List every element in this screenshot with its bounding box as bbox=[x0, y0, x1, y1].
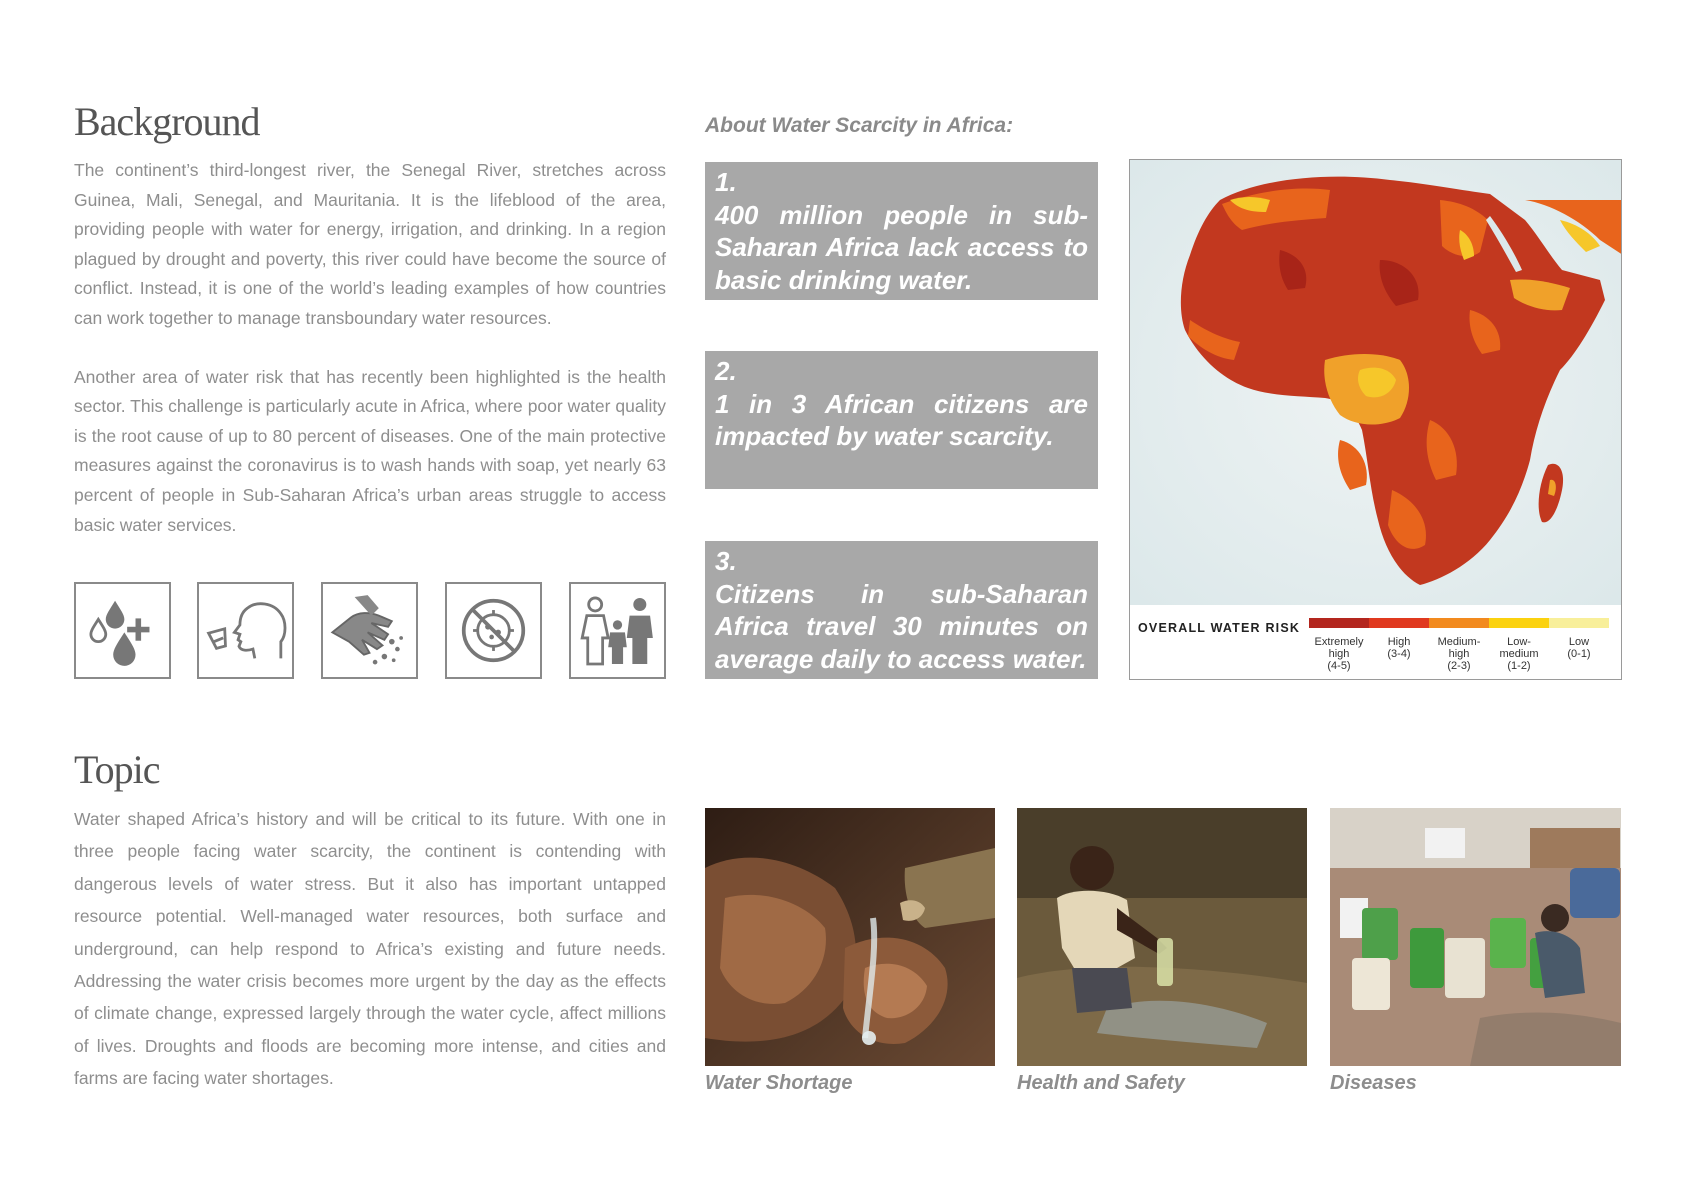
africa-map-image bbox=[1130, 160, 1622, 605]
fact-box-2 bbox=[705, 351, 1098, 489]
legend-label-high: High (3-4) bbox=[1387, 636, 1411, 660]
water-risk-map bbox=[1129, 159, 1622, 680]
caption-water-shortage: Water Shortage bbox=[705, 1072, 853, 1094]
background-text bbox=[74, 156, 666, 540]
legend-swatch-low bbox=[1549, 618, 1609, 628]
legend-label-low-medium: Low-medium (1-2) bbox=[1499, 636, 1539, 672]
legend-color-bar bbox=[1309, 618, 1609, 628]
legend-label-extremely-high: Extremely high (4-5) bbox=[1314, 636, 1364, 672]
caption-health-and-safety: Health and Safety bbox=[1017, 1072, 1185, 1094]
diseases-photo bbox=[1330, 808, 1621, 1066]
legend-swatch-medium-high bbox=[1429, 618, 1489, 628]
legend-label-medium-high: Medium-high (2-3) bbox=[1437, 636, 1481, 672]
topic-paragraph: Water shaped Africa’s history and will be critical to its future. With one in three people facing water scarcity, the continent is contending with dangerous levels of water stress. But it also has important untapped resource potential. Well-managed water resources, both surface and underground, can help respond to Africa’s existing and future needs. Addressing the water crisis becomes more urgent by the day as the effects of climate change, expressed largely through the water cycle, affect millions of lives. Droughts and floods are becoming more intense, and cities and farms are facing water shortages. bbox=[74, 809, 666, 1089]
caption-diseases: Diseases bbox=[1330, 1072, 1417, 1094]
legend-swatch-low-medium bbox=[1489, 618, 1549, 628]
family-icon bbox=[569, 582, 666, 679]
water-shortage-photo bbox=[705, 808, 995, 1066]
legend-swatch-extremely-high bbox=[1309, 618, 1369, 628]
fact-number: 1. bbox=[715, 167, 737, 197]
legend-title: OVERALL WATER RISK bbox=[1138, 621, 1301, 635]
topic-heading: Topic bbox=[74, 747, 160, 792]
legend-swatch-high bbox=[1369, 618, 1429, 628]
no-virus-icon bbox=[445, 582, 542, 679]
legend-label-low: Low (0-1) bbox=[1567, 636, 1591, 660]
hand-washing-icon bbox=[321, 582, 418, 679]
fact-text: 400 million people in sub-Saharan Africa lack access to basic drinking water. bbox=[715, 199, 1088, 295]
fact-number: 3. bbox=[715, 546, 737, 576]
health-and-safety-photo bbox=[1017, 808, 1307, 1066]
drinking-person-icon bbox=[197, 582, 294, 679]
water-drops-plus-icon bbox=[74, 582, 171, 679]
about-heading: About Water Scarcity in Africa: bbox=[705, 114, 1014, 137]
background-paragraph-1: The continent’s third-longest river, the Senegal River, stretches across Guinea, Mali, Senegal, and Mauritania. It is the lifeblood of the area, providing people with water for energy, irrigation, and drinking. In a region plagued by drought and poverty, this river could have become the source of conflict. Instead, it is one of the world’s leading examples of how countries can work together to manage transboundary water resources. bbox=[74, 160, 666, 328]
fact-box-1 bbox=[705, 162, 1098, 300]
background-heading: Background bbox=[74, 99, 260, 144]
fact-text: 1 in 3 African citizens are impacted by water scarcity. bbox=[715, 388, 1088, 451]
fact-text: Citizens in sub-Saharan Africa travel 30 minutes on average daily to access water. bbox=[715, 578, 1088, 674]
fact-number: 2. bbox=[715, 356, 737, 386]
background-paragraph-2: Another area of water risk that has recently been highlighted is the health sector. This challenge is particularly acute in Africa, where poor water quality is the root cause of up to 80 percent of diseases. One of the main protective measures against the coronavirus is to wash hands with soap, yet nearly 63 percent of people in Sub-Saharan Africa’s urban areas struggle to access basic water services. bbox=[74, 366, 666, 535]
fact-box-3 bbox=[705, 541, 1098, 679]
